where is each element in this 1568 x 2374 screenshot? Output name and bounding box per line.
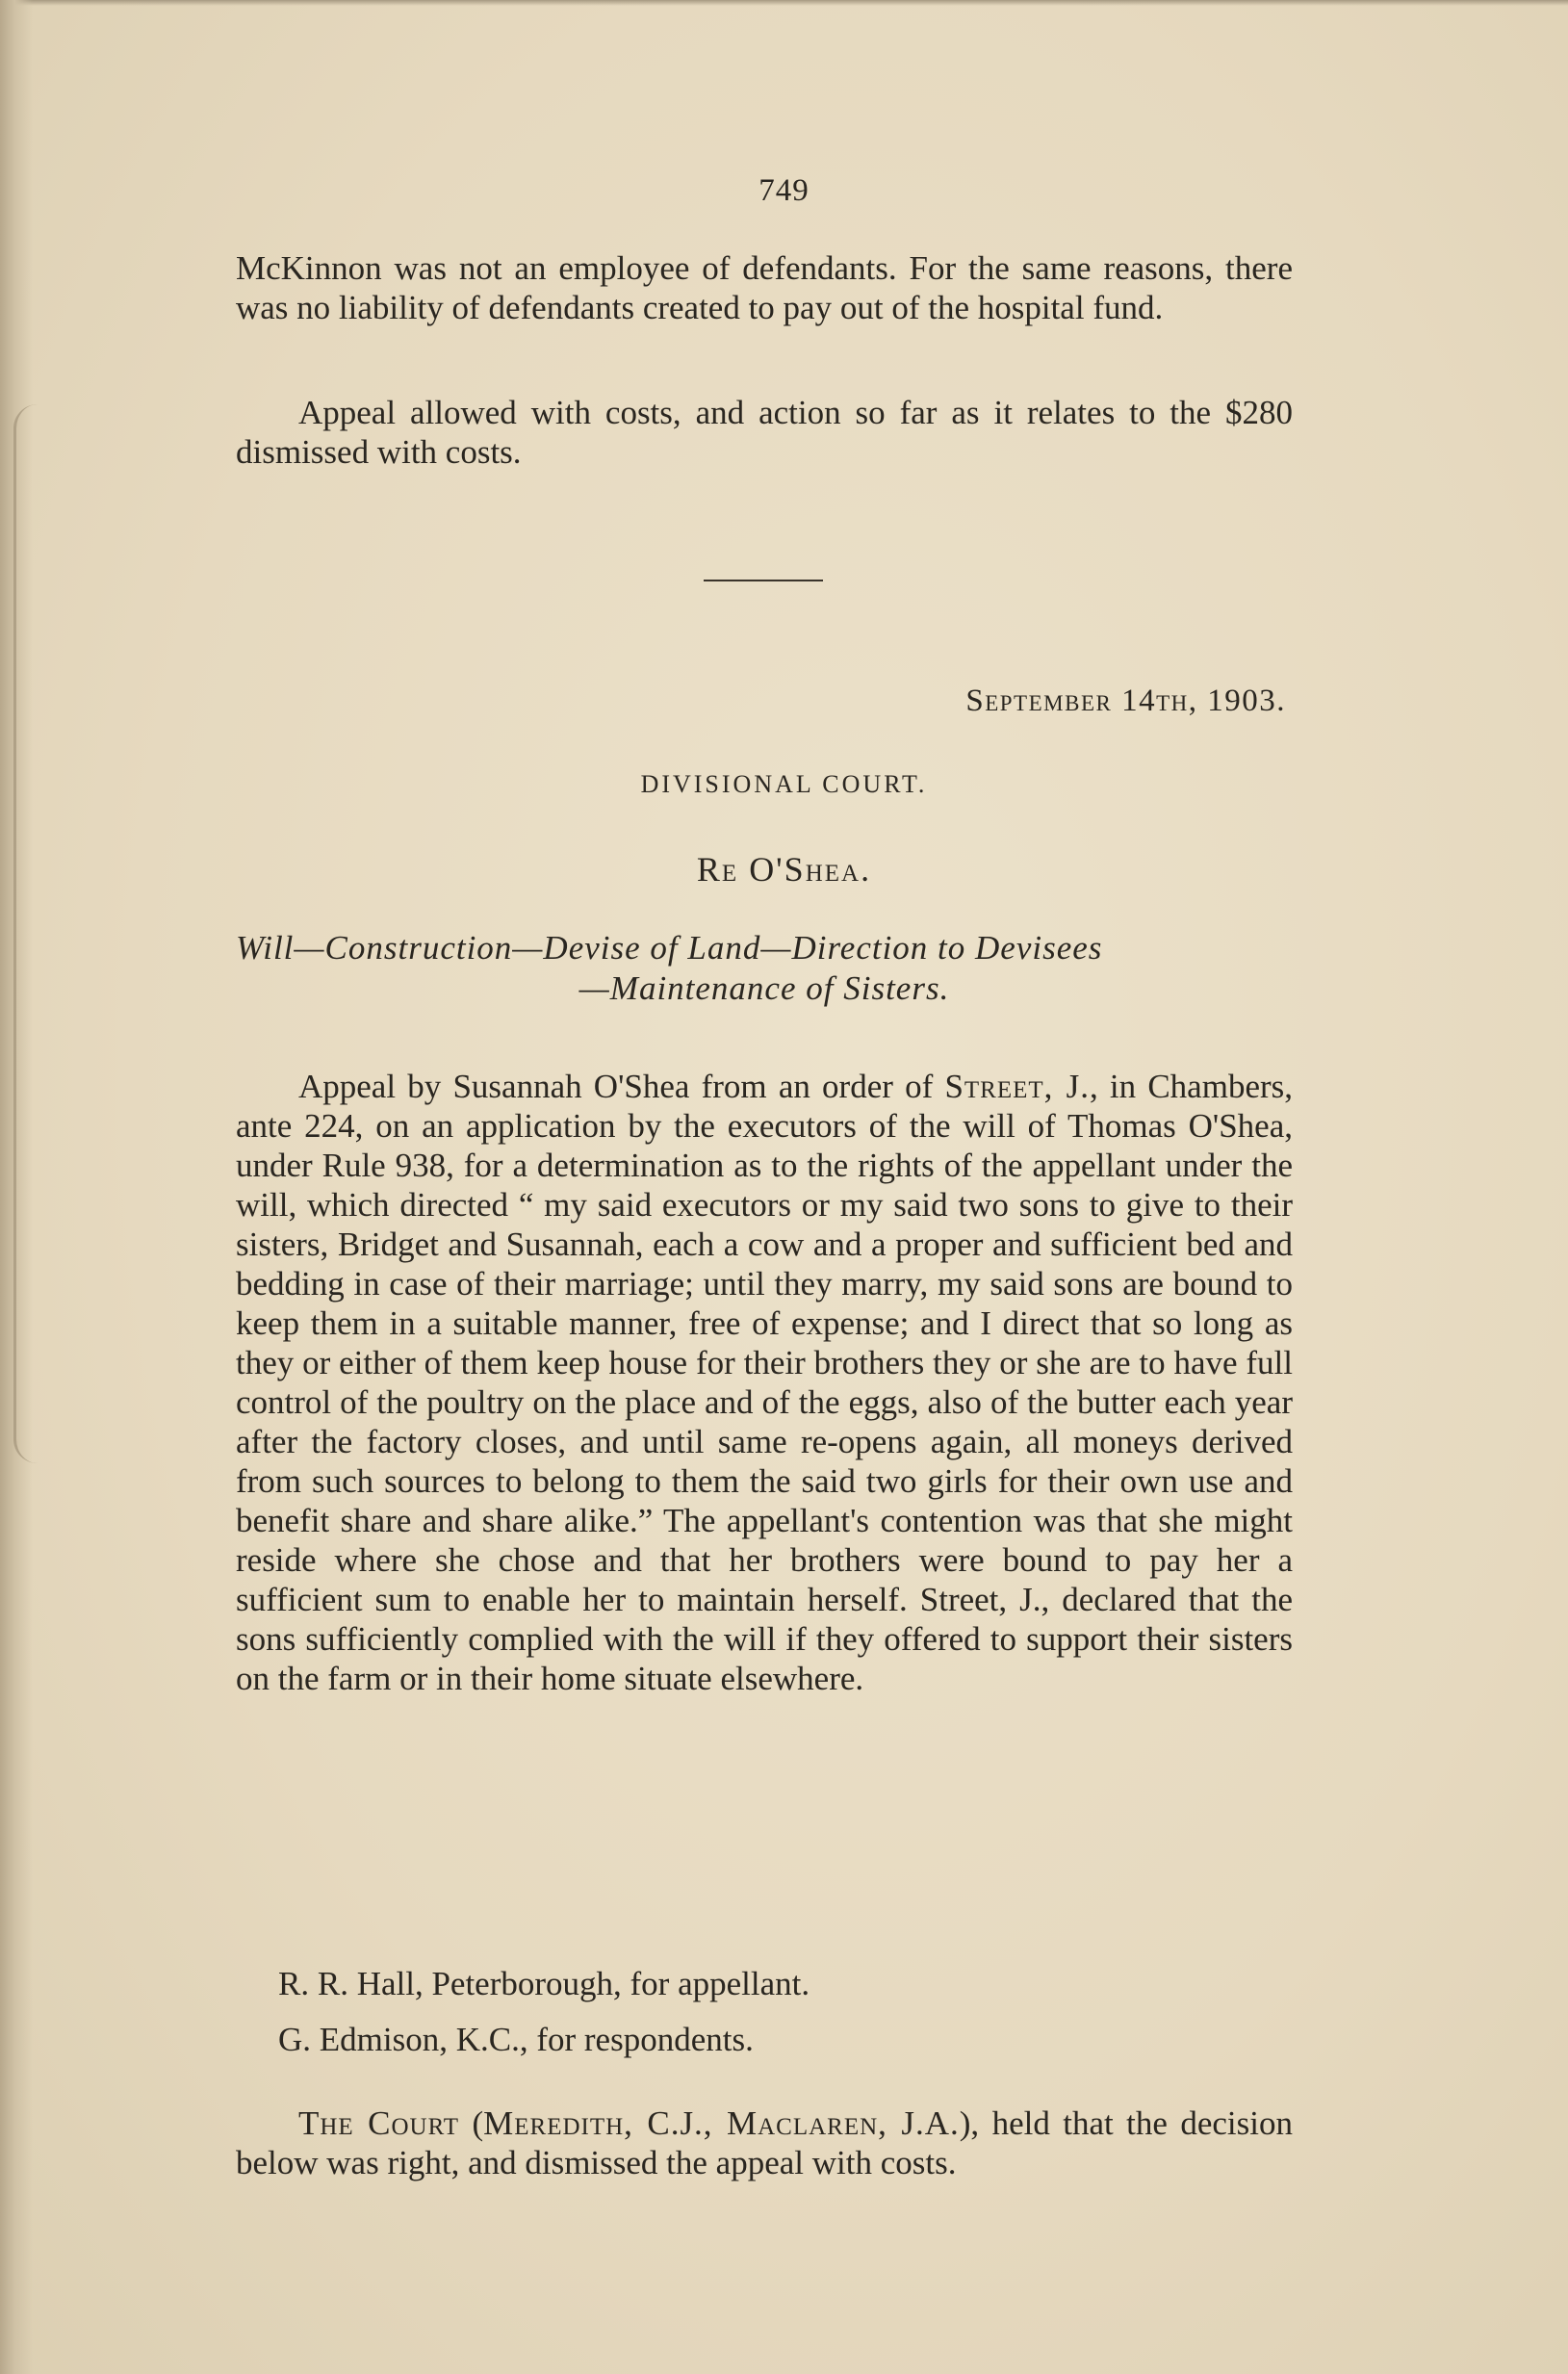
headnote-line-1: Will—Construction—Devise of Land—Direction to Devisees <box>236 929 1103 967</box>
statement-part-1: Appeal by Susannah O'Shea from an order of <box>298 1068 945 1105</box>
judgment-judges: Meredith, C.J., Maclaren, J.A. <box>483 2104 960 2142</box>
judgment-paragraph <box>236 2103 1293 2182</box>
continuation-paragraph-1: McKinnon was not an employee of defendants. For the same reasons, there was no liability of defendants created to pay out of the hospital fund. <box>236 249 1293 326</box>
headnote-line-2: —Maintenance of Sisters. <box>578 969 950 1007</box>
statement-part-2: , in Chambers, ante 224, on an application by the executors of the will of Thomas O'Shea, under Rule 938, for a determination as to the rights of the appellant under the will, which directed “ my said executors or my said two sons to give to their sisters, Bridget and Susannah, each a cow and a proper and sufficient bed and bedding in case of their marriage; until they marry, my said sons are bound to keep them in a suitable manner, free of expense; and I direct that so long as they or either of them keep house for their brothers they or she are to have full control of the poultry on the place and of the eggs, also of the butter each year after the factory closes, and until same re-opens again, all moneys derived from such sources to belong to them the said two girls for their own use and benefit share and share alike.” The appellant's contention was that she might reside where she chose and that her brothers were bound to pay her a sufficient sum to enable her to maintain herself. Street, J., declared that the sons sufficiently complied with the will if they offered to support their sisters on the farm or in their home situate elsewhere. <box>236 1068 1294 1697</box>
counsel-appellant: R. R. Hall, Peterborough, for appellant. <box>278 1965 810 2002</box>
judgment-open-paren: ( <box>459 2104 484 2142</box>
judgment-court: The Court <box>298 2104 460 2142</box>
page-number: 749 <box>758 173 810 208</box>
headnote <box>236 928 1293 1009</box>
court-name: DIVISIONAL COURT. <box>640 770 928 798</box>
statement-judge: Street, J. <box>944 1068 1090 1105</box>
case-title: Re O'Shea. <box>696 850 872 889</box>
continuation-paragraph-2: Appeal allowed with costs, and action so far as it relates to the $280 dismissed with costs. <box>236 394 1293 471</box>
case-statement <box>236 1067 1293 1698</box>
counsel-respondents: G. Edmison, K.C., for respondents. <box>278 2021 754 2058</box>
section-divider <box>704 580 823 581</box>
judgment-rest: ), held that the decision below was right, and dismissed the appeal with costs. <box>236 2104 1294 2181</box>
decision-date: September 14th, 1903. <box>965 684 1286 718</box>
